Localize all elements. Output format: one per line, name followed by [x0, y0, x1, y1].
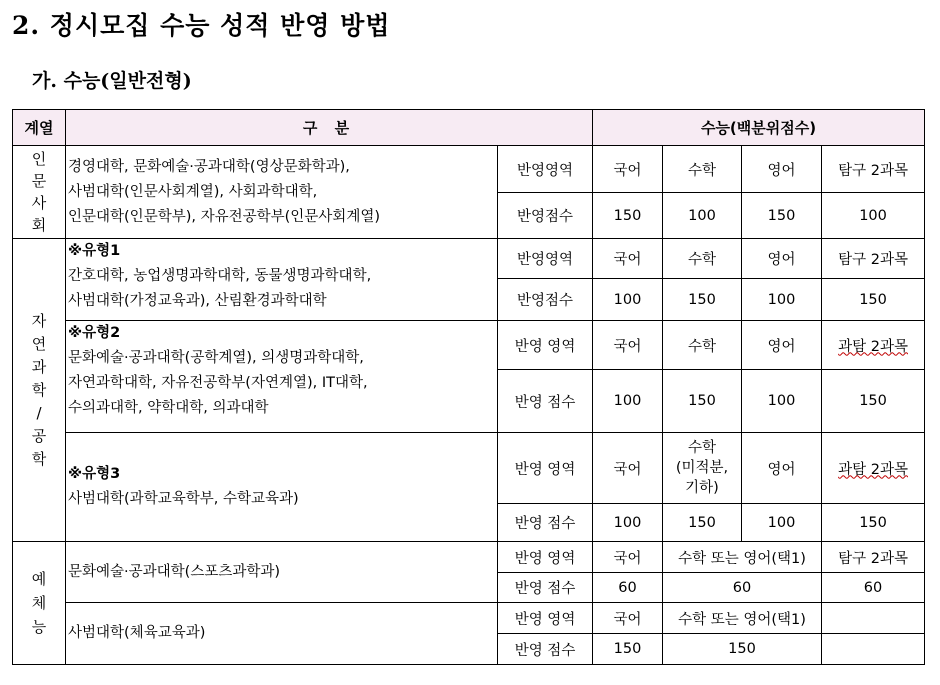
area-label: 반영영역 [498, 146, 593, 193]
score-table [12, 109, 925, 665]
area-label: 반영영역 [498, 239, 593, 279]
area-label: 반영 영역 [498, 603, 593, 634]
area-cell: 영어 [742, 239, 822, 279]
area-cell: 국어 [593, 433, 663, 504]
score-label: 반영 점수 [498, 573, 593, 603]
arts-row2-desc: 사범대학(체육교육과) [66, 603, 498, 665]
area-cell: 수학 또는 영어(택1) [663, 603, 822, 634]
score-cell: 150 [593, 193, 663, 239]
area-cell: 영어 [742, 146, 822, 193]
area-label: 반영 영역 [498, 433, 593, 504]
area-cell: 과탐 2과목 [822, 321, 925, 370]
score-cell: 100 [742, 279, 822, 321]
area-cell: 국어 [593, 146, 663, 193]
header-group: 계열 [13, 110, 66, 146]
area-cell: 탐구 2과목 [822, 146, 925, 193]
page-title: 2. 정시모집 수능 성적 반영 방법 [12, 11, 391, 40]
score-cell: 100 [593, 370, 663, 433]
area-cell: 국어 [593, 239, 663, 279]
score-cell: 150 [822, 504, 925, 542]
area-cell [822, 603, 925, 634]
area-cell: 영어 [742, 321, 822, 370]
type3-name: ※유형3 [68, 466, 121, 482]
area-cell: 국어 [593, 542, 663, 573]
score-cell: 150 [742, 193, 822, 239]
score-cell: 100 [663, 193, 742, 239]
score-cell: 60 [593, 573, 663, 603]
area-label: 반영 영역 [498, 542, 593, 573]
type1-name: ※유형1 [68, 243, 121, 259]
header-category: 구 분 [66, 110, 593, 146]
score-cell: 100 [742, 504, 822, 542]
area-cell: 과탐 2과목 [822, 433, 925, 504]
science-type3-desc: ※유형3 사범대학(과학교육학부, 수학교육과) [66, 433, 498, 542]
type2-name: ※유형2 [68, 325, 121, 341]
score-cell [822, 634, 925, 665]
area-cell: 수학 [663, 239, 742, 279]
score-cell: 150 [663, 279, 742, 321]
area-cell: 탐구 2과목 [822, 542, 925, 573]
section-subtitle: 가. 수능(일반전형) [32, 70, 192, 92]
header-suneung: 수능(백분위점수) [593, 110, 925, 146]
humanities-desc: 경영대학, 문화예술·공과대학(영상문화학과), 사범대학(인문사회계열), 사회과학대학, 인문대학(인문학부), 자유전공학부(인문사회계열) [66, 146, 498, 239]
score-cell: 150 [593, 634, 663, 665]
score-cell: 150 [663, 504, 742, 542]
score-cell: 100 [822, 193, 925, 239]
area-label: 반영 영역 [498, 321, 593, 370]
area-cell: 수학 [663, 321, 742, 370]
score-label: 반영 점수 [498, 504, 593, 542]
score-cell: 60 [663, 573, 822, 603]
score-label: 반영점수 [498, 279, 593, 321]
score-label: 반영 점수 [498, 370, 593, 433]
score-label: 반영 점수 [498, 634, 593, 665]
area-cell: 국어 [593, 603, 663, 634]
score-cell: 150 [822, 370, 925, 433]
area-cell: 국어 [593, 321, 663, 370]
score-cell: 60 [822, 573, 925, 603]
area-cell: 수학 또는 영어(택1) [663, 542, 822, 573]
area-cell: 영어 [742, 433, 822, 504]
area-cell: 탐구 2과목 [822, 239, 925, 279]
score-cell: 100 [593, 279, 663, 321]
science-type1-desc: ※유형1 간호대학, 농업생명과학대학, 동물생명과학대학, 사범대학(가정교육과), 산림환경과학대학 [66, 239, 498, 321]
group-science: 자 연 과 학 / 공 학 [13, 239, 66, 542]
group-arts: 예 체 능 [13, 542, 66, 665]
score-cell: 100 [593, 504, 663, 542]
score-cell: 150 [822, 279, 925, 321]
group-humanities: 인 문 사 회 [13, 146, 66, 239]
score-cell: 150 [663, 370, 742, 433]
score-label: 반영점수 [498, 193, 593, 239]
area-cell: 수학 (미적분, 기하) [663, 433, 742, 504]
arts-row1-desc: 문화예술·공과대학(스포츠과학과) [66, 542, 498, 603]
area-cell: 수학 [663, 146, 742, 193]
score-cell: 150 [663, 634, 822, 665]
score-cell: 100 [742, 370, 822, 433]
science-type2-desc: ※유형2 문화예술·공과대학(공학계열), 의생명과학대학, 자연과학대학, 자유전공학부(자연계열), IT대학, 수의과대학, 약학대학, 의과대학 [66, 321, 498, 433]
